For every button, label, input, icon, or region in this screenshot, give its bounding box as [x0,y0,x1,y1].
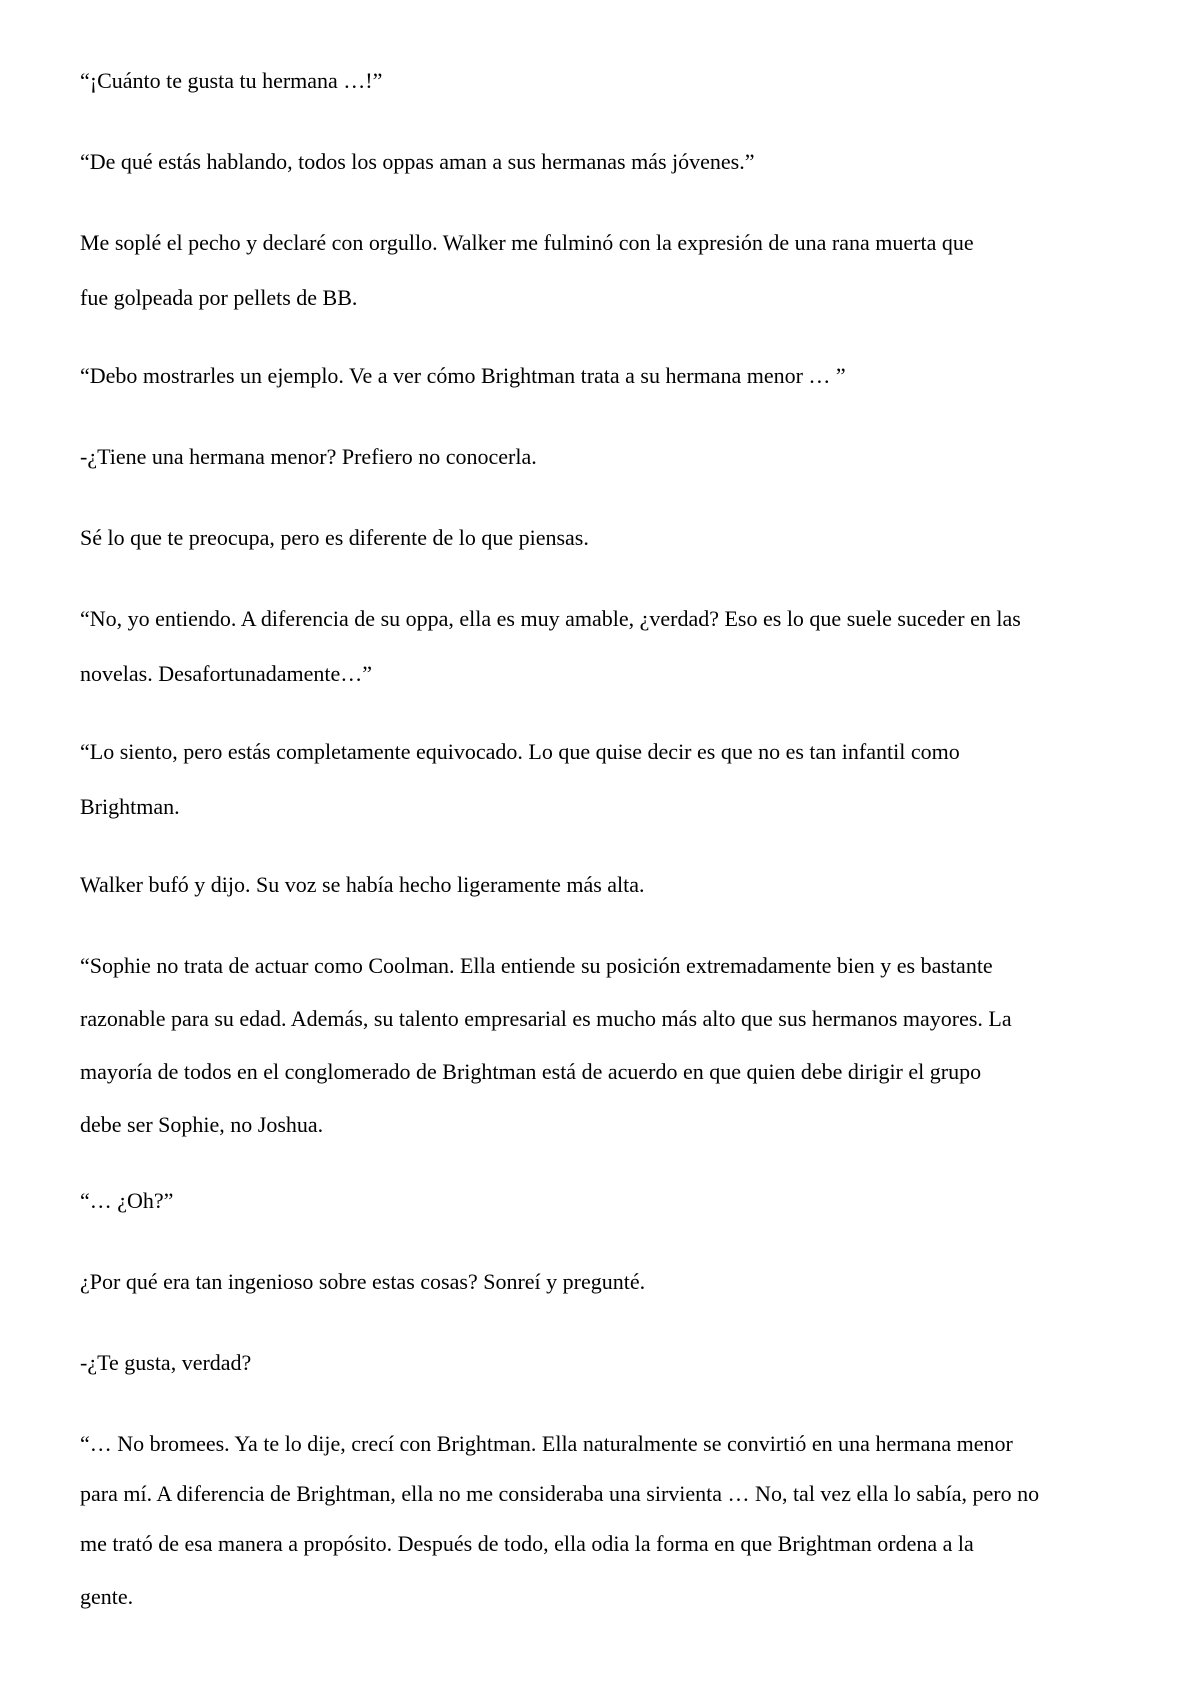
text-line: me trató de esa manera a propósito. Después de todo, ella odia la forma en que Brightman ordena a la [80,1531,974,1556]
text-line: Me soplé el pecho y declaré con orgullo. Walker me fulminó con la expresión de una rana muerta que [80,230,974,255]
text-line: “De qué estás hablando, todos los oppas aman a sus hermanas más jóvenes.” [80,149,755,174]
text-line: para mí. A diferencia de Brightman, ella no me consideraba una sirvienta … No, tal vez ella lo sabía, pero no [80,1481,1040,1506]
text-line: Walker bufó y dijo. Su voz se había hecho ligeramente más alta. [80,872,645,897]
text-line: -¿Tiene una hermana menor? Prefiero no conocerla. [80,444,537,469]
text-line: “¡Cuánto te gusta tu hermana …!” [80,68,383,93]
text-line: razonable para su edad. Además, su talento empresarial es mucho más alto que sus hermanos mayores. La [80,1006,1012,1031]
text-line: fue golpeada por pellets de BB. [80,285,358,310]
text-line: novelas. Desafortunadamente…” [80,661,372,686]
text-line: “Lo siento, pero estás completamente equivocado. Lo que quise decir es que no es tan infantil como [80,739,960,764]
text-line: mayoría de todos en el conglomerado de Brightman está de acuerdo en que quien debe dirigir el grupo [80,1059,982,1084]
text-line: Brightman. [80,794,180,819]
text-line: “Sophie no trata de actuar como Coolman. Ella entiende su posición extremadamente bien y es bastante [80,953,993,978]
text-line: Sé lo que te preocupa, pero es diferente de lo que piensas. [80,525,589,550]
text-line: “Debo mostrarles un ejemplo. Ve a ver cómo Brightman trata a su hermana menor … ” [80,363,846,388]
text-line: “No, yo entiendo. A diferencia de su oppa, ella es muy amable, ¿verdad? Eso es lo que suele suceder en las [80,606,1021,631]
text-line: gente. [80,1584,134,1609]
text-line: “… ¿Oh?” [80,1188,174,1213]
text-line: “… No bromees. Ya te lo dije, crecí con Brightman. Ella naturalmente se convirtió en una hermana menor [80,1431,1013,1456]
text-line: debe ser Sophie, no Joshua. [80,1112,324,1137]
text-line: -¿Te gusta, verdad? [80,1350,252,1375]
text-line: ¿Por qué era tan ingenioso sobre estas cosas? Sonreí y pregunté. [80,1269,646,1294]
